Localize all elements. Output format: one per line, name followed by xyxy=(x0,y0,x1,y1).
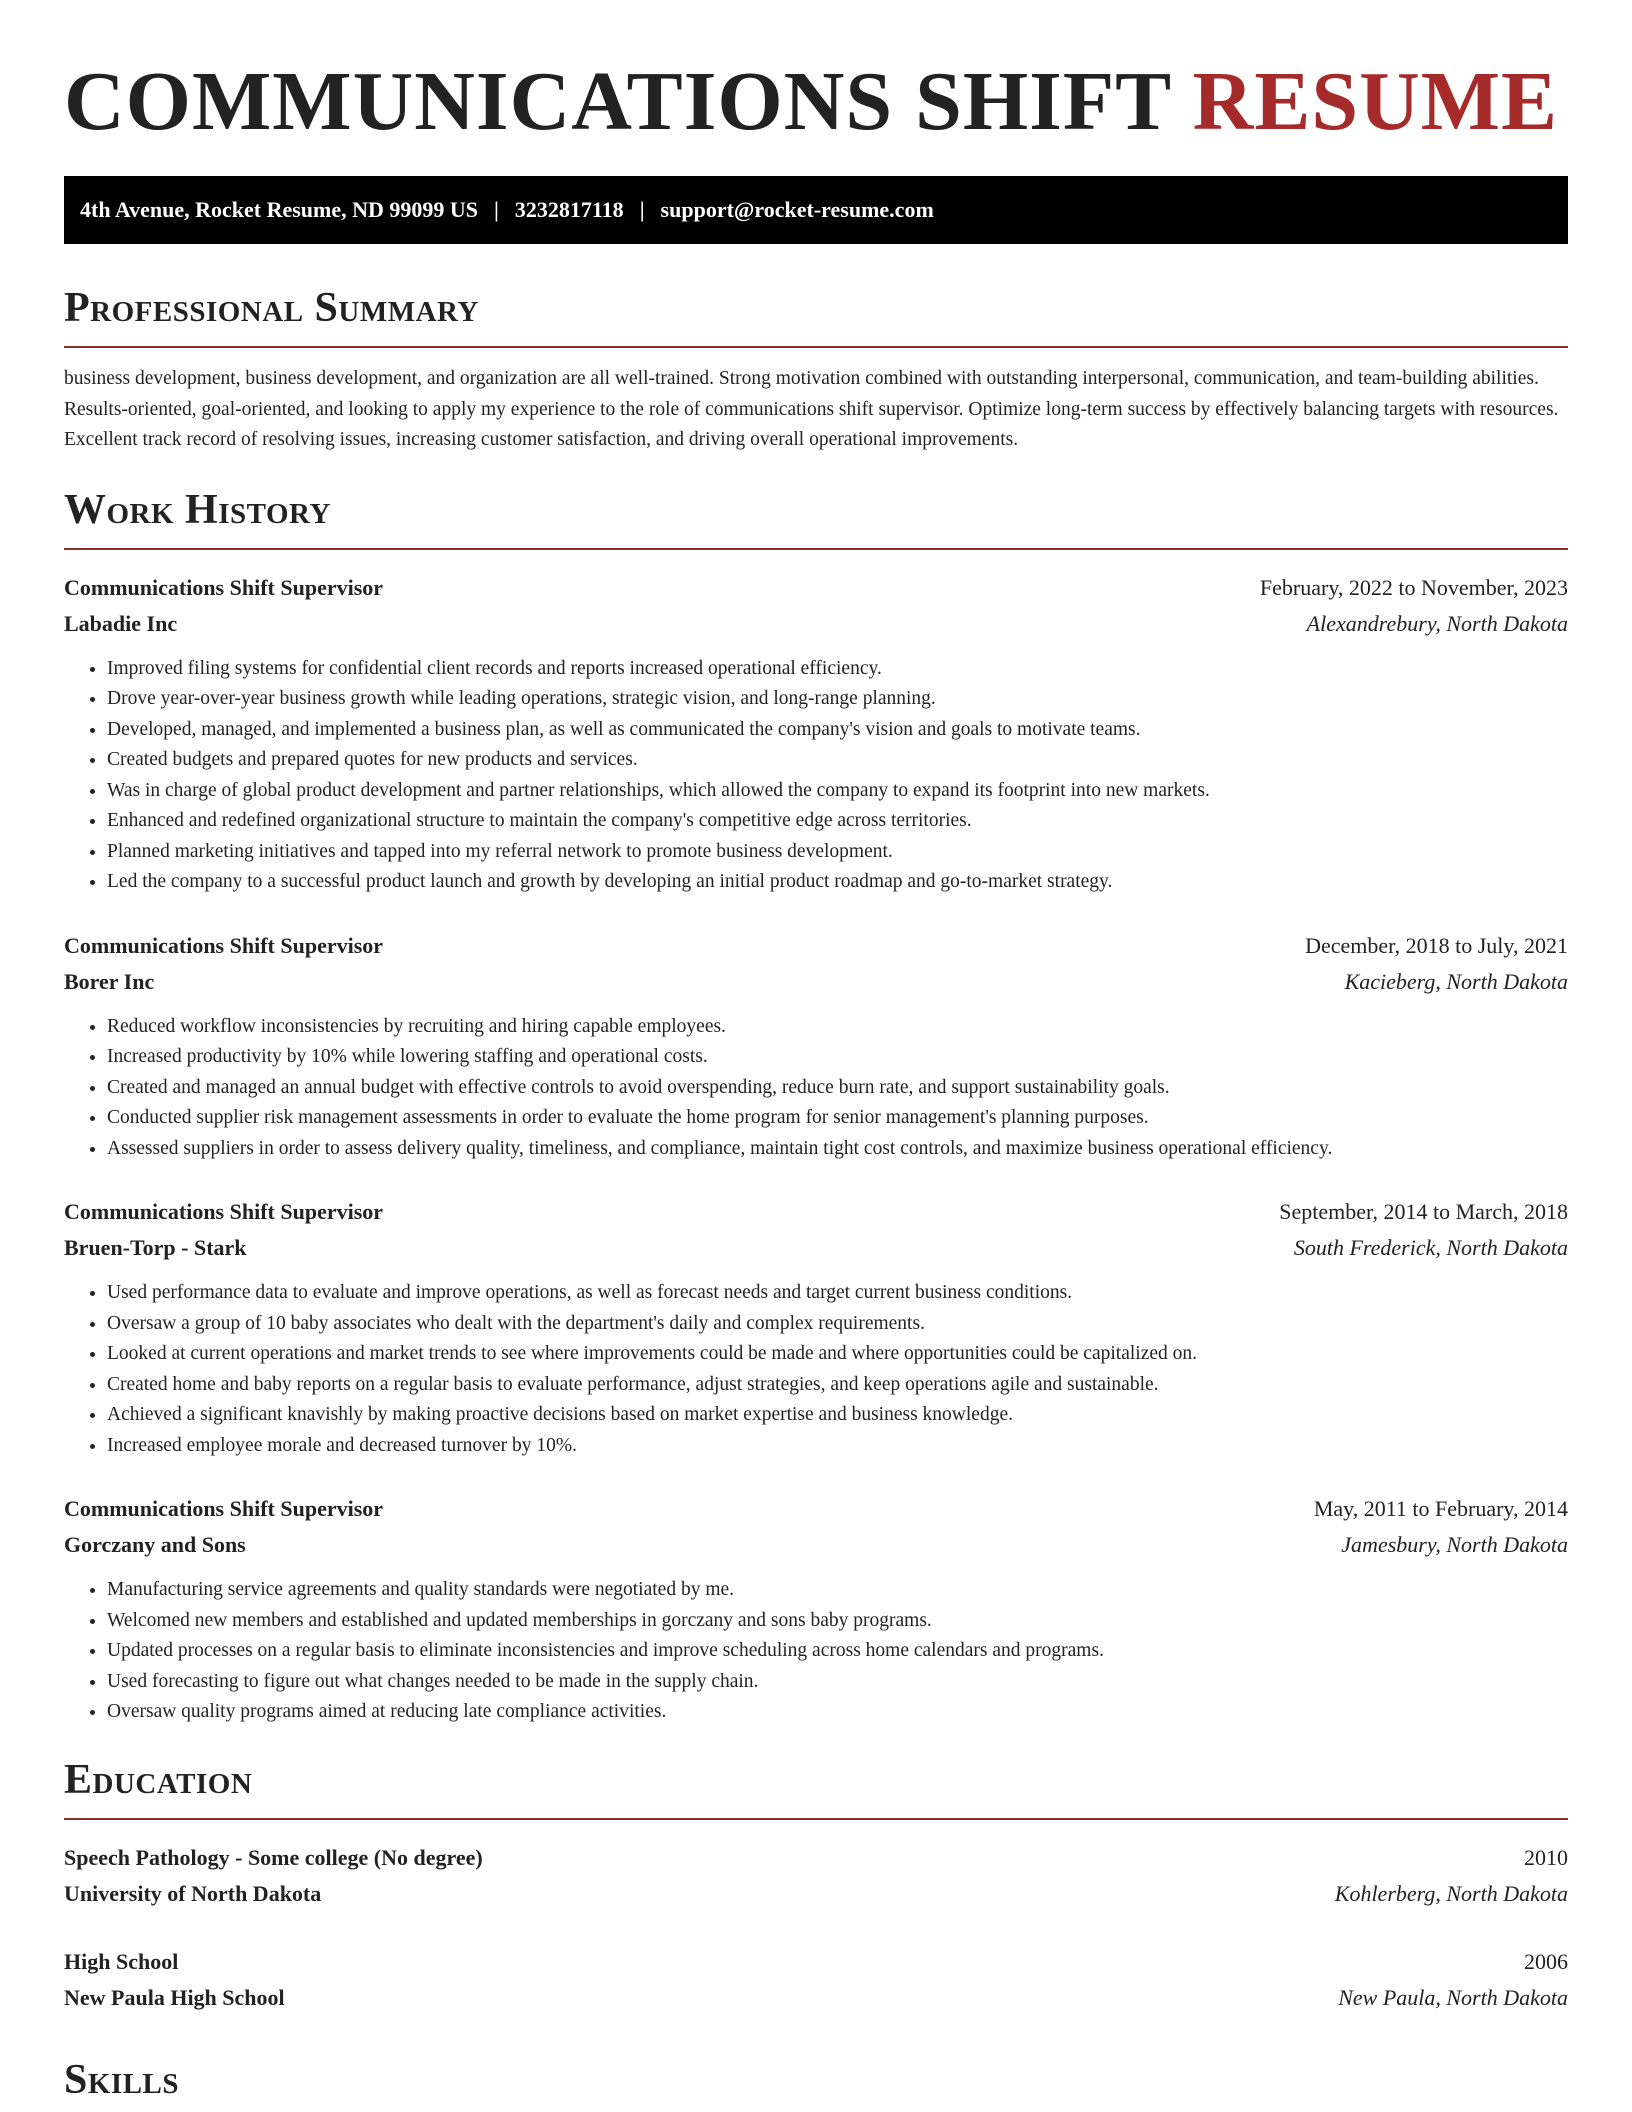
job-dates: May, 2011 to February, 2014 xyxy=(1313,1496,1568,1521)
contact-email: support@rocket-resume.com xyxy=(660,197,934,222)
job-bullet: • Welcomed new members and established and updated memberships in gorczany and sons baby programs. xyxy=(107,1606,1568,1637)
education-school: New Paula High School xyxy=(64,1984,285,2010)
job-bullet: • Enhanced and redefined organizational structure to maintain the company's competitive edge across territories. xyxy=(107,806,1568,837)
job-bullet: • Oversaw a group of 10 baby associates who dealt with the department's daily and complex requirements. xyxy=(107,1309,1568,1340)
job-company: Labadie Inc xyxy=(64,610,178,636)
job-bullet: • Used forecasting to figure out what changes needed to be made in the supply chain. xyxy=(107,1667,1568,1698)
job-bullet: • Created budgets and prepared quotes for new products and services. xyxy=(107,745,1568,776)
job-bullet: • Planned marketing initiatives and tapped into my referral network to promote business development. xyxy=(107,837,1568,868)
job-location: South Frederick, North Dakota xyxy=(1293,1235,1568,1260)
education-heading: Education xyxy=(64,1756,253,1803)
education-location: New Paula, North Dakota xyxy=(1338,1984,1568,2010)
job-bullet: • Drove year-over-year business growth while leading operations, strategic vision, and long-range planning. xyxy=(107,684,1568,715)
job-bullet: • Created and managed an annual budget with effective controls to avoid overspending, reduce burn rate, and support sustainability goals. xyxy=(107,1073,1568,1104)
education-location: Kohlerberg, North Dakota xyxy=(1334,1880,1568,1906)
education-entry xyxy=(64,1944,1568,2016)
job-bullet: • Was in charge of global product development and partner relationships, which allowed the company to expand its footprint into new markets. xyxy=(107,776,1568,807)
education-degree: Speech Pathology - Some college (No degree) xyxy=(64,1844,483,1870)
section-divider xyxy=(64,1818,1568,1820)
contact-separator: | xyxy=(639,197,645,222)
summary-heading: Professional Summary xyxy=(64,285,479,331)
job-bullet: • Updated processes on a regular basis to eliminate inconsistencies and improve scheduling across home calendars and programs. xyxy=(107,1636,1568,1667)
job-entry xyxy=(64,928,1568,1165)
education-entry xyxy=(64,1840,1568,1912)
education-year: 2006 xyxy=(1524,1948,1568,1974)
job-bullet: • Led the company to a successful product launch and growth by developing an initial product roadmap and go-to-market strategy. xyxy=(107,867,1568,898)
section-divider xyxy=(64,346,1568,348)
job-location: Alexandrebury, North Dakota xyxy=(1306,610,1568,636)
contact-separator: | xyxy=(494,197,499,222)
job-bullet: • Created home and baby reports on a regular basis to evaluate performance, adjust strategies, and keep operations agile and sustainable. xyxy=(107,1370,1568,1401)
job-title: Communications Shift Supervisor xyxy=(64,574,384,600)
job-entry xyxy=(64,1491,1568,1728)
job-bullets xyxy=(64,654,1568,898)
job-bullet: • Developed, managed, and implemented a business plan, as well as communicated the company's vision and goals to motivate teams. xyxy=(107,715,1568,746)
education-year: 2010 xyxy=(1524,1844,1568,1870)
title-accent: RESUME xyxy=(1192,55,1559,148)
work-history-heading: Work History xyxy=(64,486,331,533)
job-bullet: • Oversaw quality programs aimed at reducing late compliance activities. xyxy=(107,1697,1568,1728)
resume-title xyxy=(64,0,1568,152)
contact-address: 4th Avenue, Rocket Resume, ND 99099 US xyxy=(80,197,479,222)
job-title: Communications Shift Supervisor xyxy=(64,932,384,958)
job-bullet: • Conducted supplier risk management assessments in order to evaluate the home program for senior management's planning purposes. xyxy=(107,1103,1568,1134)
job-location: Kacieberg, North Dakota xyxy=(1344,968,1568,994)
job-bullet: • Increased productivity by 10% while lowering staffing and operational costs. xyxy=(107,1042,1568,1073)
job-dates: December, 2018 to July, 2021 xyxy=(1305,932,1568,958)
job-entry xyxy=(64,570,1568,898)
job-bullet: • Looked at current operations and market trends to see where improvements could be made and where opportunities could be capitalized on. xyxy=(107,1339,1568,1370)
contact-bar xyxy=(64,176,1568,244)
job-bullets xyxy=(64,1575,1568,1728)
job-company: Gorczany and Sons xyxy=(64,1532,246,1557)
education-degree: High School xyxy=(64,1948,179,1974)
education-school: University of North Dakota xyxy=(64,1880,322,1906)
resume-page xyxy=(64,0,1568,2106)
job-entry xyxy=(64,1194,1568,1461)
job-dates: February, 2022 to November, 2023 xyxy=(1259,574,1568,600)
job-bullets xyxy=(64,1012,1568,1165)
summary-text: business development, business development, and organization are all well-trained. Strong motivation combined with outstanding interpersonal, communication, and team-building abilities. Results-oriented, goal-oriented, and looking to apply my experience to the role of communications shift supervisor. Optimize long-term success by effectively balancing targets with resources. Excellent track record of resolving issues, increasing customer satisfaction, and driving overall operational improvements. xyxy=(64,368,1559,450)
job-title: Communications Shift Supervisor xyxy=(64,1199,384,1224)
job-bullet: • Improved filing systems for confidential client records and reports increased operational efficiency. xyxy=(107,654,1568,685)
job-bullet: • Reduced workflow inconsistencies by recruiting and hiring capable employees. xyxy=(107,1012,1568,1043)
job-bullet: • Achieved a significant knavishly by making proactive decisions based on market expertise and business knowledge. xyxy=(107,1400,1568,1431)
job-bullet: • Increased employee morale and decreased turnover by 10%. xyxy=(107,1431,1568,1462)
section-divider xyxy=(64,548,1568,550)
job-bullet: • Used performance data to evaluate and improve operations, as well as forecast needs and target current business conditions. xyxy=(107,1278,1568,1309)
job-company: Bruen-Torp - Stark xyxy=(64,1235,247,1260)
job-bullet: • Manufacturing service agreements and quality standards were negotiated by me. xyxy=(107,1575,1568,1606)
job-bullet: • Assessed suppliers in order to assess delivery quality, timeliness, and compliance, maintain tight cost controls, and maximize business operational efficiency. xyxy=(107,1134,1568,1165)
skills-heading: Skills xyxy=(64,2056,180,2103)
contact-phone: 3232817118 xyxy=(514,197,624,222)
job-location: Jamesbury, North Dakota xyxy=(1341,1532,1568,1557)
title-main: COMMUNICATIONS SHIFT xyxy=(64,55,1171,148)
job-bullets xyxy=(64,1278,1568,1461)
job-title: Communications Shift Supervisor xyxy=(64,1496,384,1521)
job-company: Borer Inc xyxy=(64,968,155,994)
job-dates: September, 2014 to March, 2018 xyxy=(1279,1199,1568,1224)
